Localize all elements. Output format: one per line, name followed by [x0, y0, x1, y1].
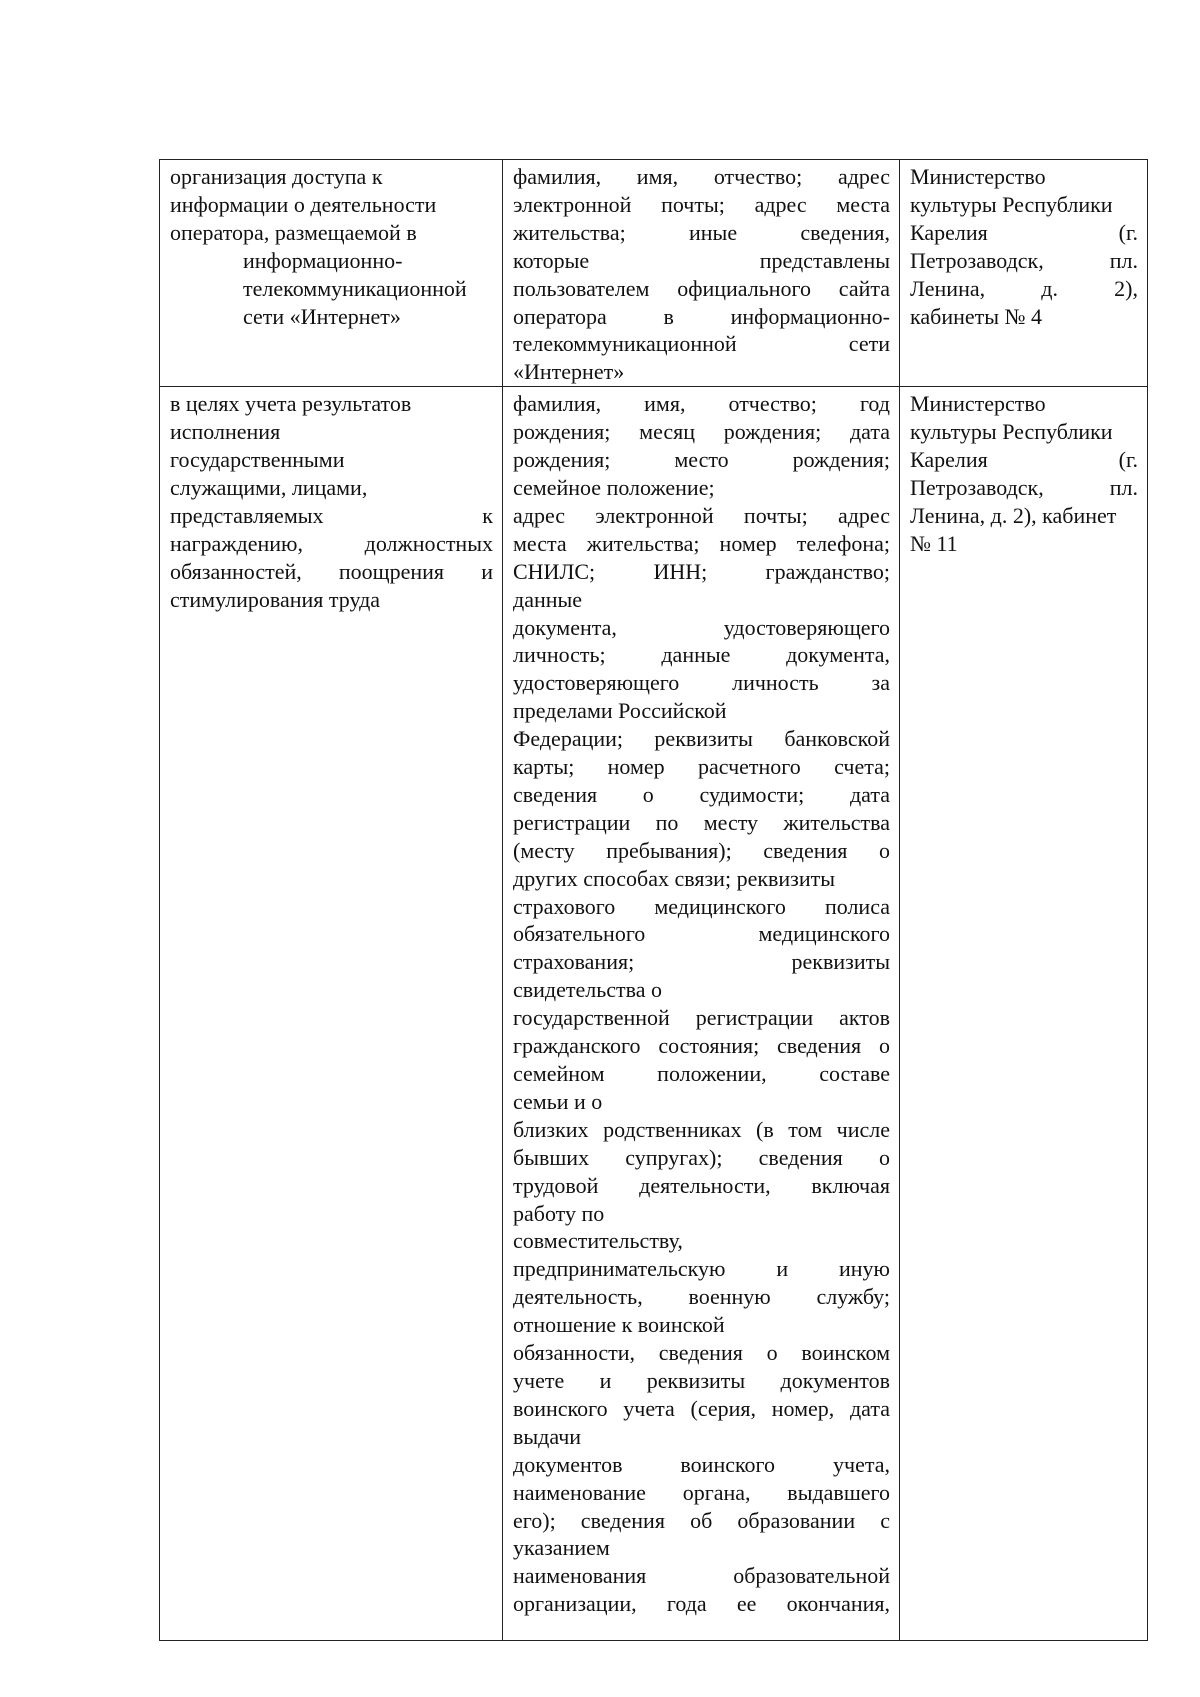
- data-line: телекоммуникационной сети: [513, 331, 890, 357]
- data-line: карты; номер расчетного счета;: [513, 754, 890, 780]
- location-line: Карелия (г.: [910, 219, 1138, 245]
- data-line: электронной почты; адрес места: [513, 191, 890, 217]
- data-line: семейном положении, составе: [513, 1061, 890, 1086]
- purpose-line: государственными: [170, 447, 345, 473]
- purpose-line: служащими, лицами,: [170, 474, 368, 500]
- table-row: [160, 160, 1148, 387]
- data-line: рождения; месяц рождения; дата: [513, 419, 890, 445]
- data-line: организации, года ее окончания,: [513, 1591, 890, 1617]
- data-line: документов воинского учета,: [513, 1451, 890, 1477]
- data-line: СНИЛС; ИНН; гражданство;: [513, 558, 890, 584]
- purpose-line: обязанностей, поощрения и: [170, 558, 493, 584]
- data-line: жительства; иные сведения,: [513, 219, 890, 245]
- data-line: наименование органа, выдавшего: [513, 1479, 890, 1505]
- data-line: предпринимательскую и иную: [513, 1256, 890, 1282]
- data-line: регистрации по месту жительства: [513, 809, 890, 835]
- data-line: воинского учета (серия, номер, дата: [513, 1395, 890, 1421]
- purpose-line: организация доступа к: [170, 164, 383, 189]
- data-line: его); сведения об образовании с: [513, 1507, 890, 1533]
- location-cell: [900, 387, 1148, 1641]
- purpose-line: исполнения: [170, 419, 281, 445]
- location-line: Петрозаводск, пл.: [910, 474, 1138, 500]
- data-line: (месту пребывания); сведения о: [513, 837, 890, 863]
- purpose-line: стимулирования труда: [170, 586, 381, 612]
- location-line: кабинеты № 4: [910, 303, 1043, 329]
- location-cell: [900, 160, 1148, 387]
- location-line: Министерство: [910, 164, 1046, 189]
- purpose-cell: [160, 387, 503, 1641]
- data-line: близких родственниках (в том числе: [513, 1116, 890, 1142]
- data-line: рождения; место рождения;: [513, 447, 890, 473]
- data-line: свидетельства о: [513, 977, 663, 1003]
- data-cell: [503, 160, 900, 387]
- data-line: фамилия, имя, отчество; год: [513, 391, 890, 417]
- data-line: гражданского состояния; сведения о: [513, 1033, 890, 1059]
- data-line: семейное положение;: [513, 474, 715, 500]
- location-line: культуры Республики: [910, 419, 1113, 445]
- data-line: трудовой деятельности, включая: [513, 1172, 890, 1198]
- data-line: места жительства; номер телефона;: [513, 530, 890, 556]
- data-line: страхового медицинского полиса: [513, 893, 890, 919]
- data-line: обязанности, сведения о воинском: [513, 1340, 890, 1366]
- data-line: личность; данные документа,: [513, 642, 890, 668]
- data-line: совместительству,: [513, 1228, 683, 1254]
- location-line: № 11: [910, 530, 958, 556]
- location-line: Петрозаводск, пл.: [910, 247, 1138, 273]
- data-line: работу по: [513, 1200, 605, 1226]
- data-line: указанием: [513, 1535, 610, 1561]
- data-line: страхования; реквизиты: [513, 949, 890, 975]
- data-line: других способах связи; реквизиты: [513, 865, 836, 891]
- data-line: отношение к воинской: [513, 1312, 725, 1338]
- location-line: Министерство: [910, 391, 1046, 417]
- table-row: [160, 387, 1148, 1641]
- purpose-line: оператора, размещаемой в: [170, 219, 417, 245]
- data-cell: [503, 387, 900, 1641]
- data-line: «Интернет»: [513, 359, 625, 385]
- data-line: наименования образовательной: [513, 1563, 890, 1589]
- purpose-line: сети «Интернет»: [243, 303, 401, 329]
- data-line: которые представлены: [513, 247, 890, 273]
- data-line: государственной регистрации актов: [513, 1005, 890, 1031]
- location-line: Карелия (г.: [910, 447, 1138, 473]
- data-line: данные: [513, 586, 583, 612]
- data-line: обязательного медицинского: [513, 921, 890, 947]
- purpose-line: награждению, должностных: [170, 530, 493, 556]
- purpose-line: телекоммуникационной: [243, 275, 467, 301]
- data-line: бывших супругах); сведения о: [513, 1144, 890, 1170]
- data-line: пользователем официального сайта: [513, 275, 890, 301]
- purpose-line: в целях учета результатов: [170, 391, 412, 417]
- location-line: культуры Республики: [910, 191, 1113, 217]
- data-line: документа, удостоверяющего: [513, 614, 890, 640]
- data-line: выдачи: [513, 1423, 582, 1449]
- data-line: удостоверяющего личность за: [513, 670, 890, 696]
- purpose-line: информационно-: [243, 247, 403, 273]
- data-line: адрес электронной почты; адрес: [513, 502, 890, 528]
- data-line: сведения о судимости; дата: [513, 781, 890, 807]
- data-line: семьи и о: [513, 1088, 603, 1114]
- data-line: деятельность, военную службу;: [513, 1284, 890, 1310]
- data-line: учете и реквизиты документов: [513, 1367, 890, 1393]
- data-line: пределами Российской: [513, 698, 727, 724]
- data-line: Федерации; реквизиты банковской: [513, 726, 890, 752]
- data-line: фамилия, имя, отчество; адрес: [513, 164, 890, 189]
- purpose-line: информации о деятельности: [170, 191, 437, 217]
- location-line: Ленина, д. 2),: [910, 275, 1138, 301]
- data-line: оператора в информационно-: [513, 303, 890, 329]
- purpose-line: представляемых к: [170, 502, 493, 528]
- purpose-cell: [160, 160, 503, 387]
- personal-data-table: [159, 159, 1148, 1641]
- location-line: Ленина, д. 2), кабинет: [910, 502, 1117, 528]
